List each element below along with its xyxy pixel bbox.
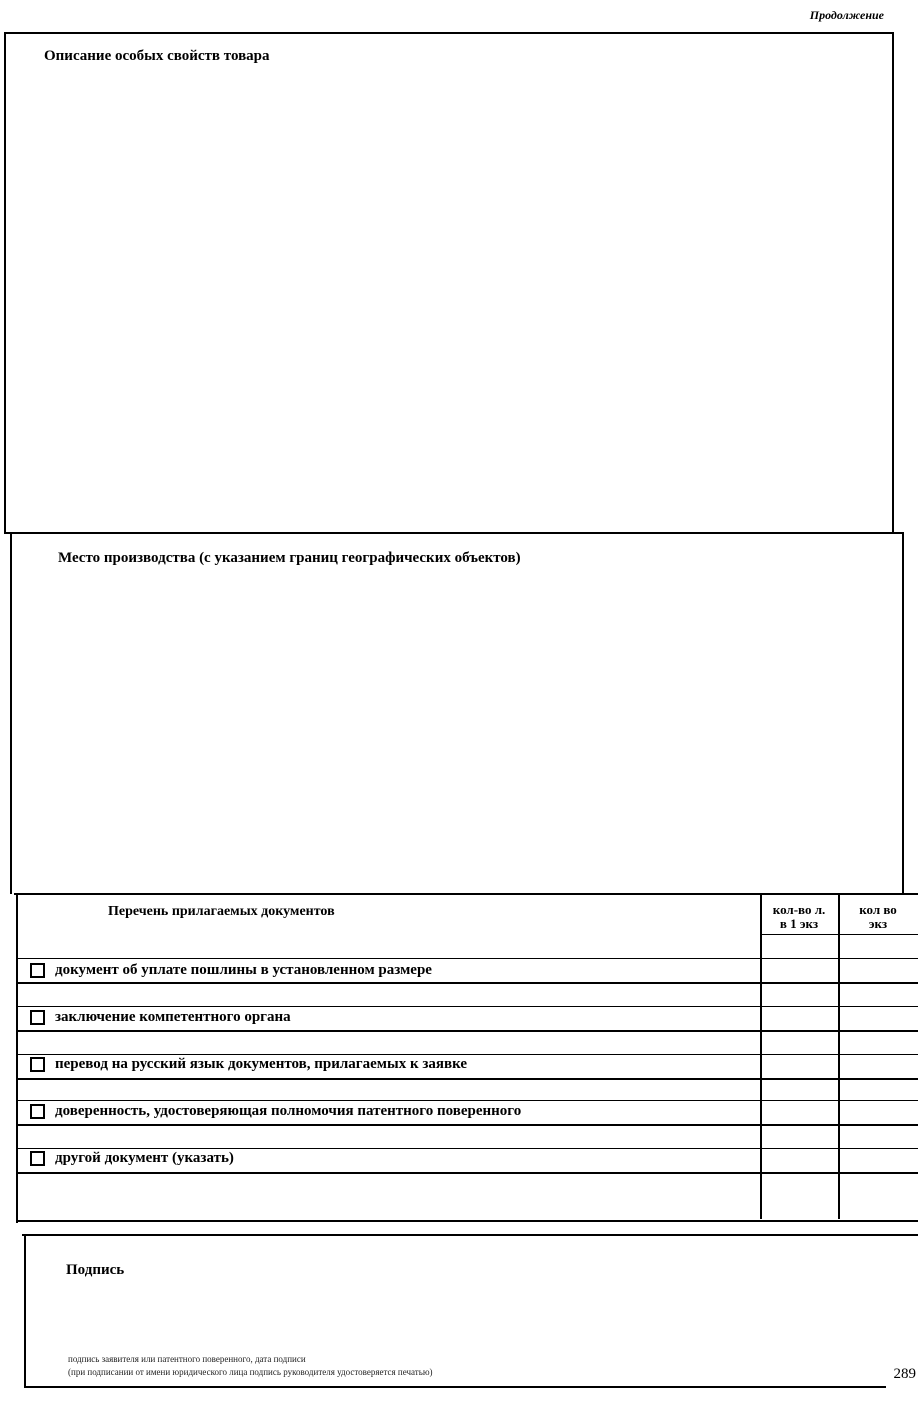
signature-title: Подпись: [66, 1262, 125, 1278]
documents-col2-divider: [838, 893, 840, 1219]
documents-title: Перечень прилагаемых документов: [108, 904, 335, 919]
col-copies-header: [840, 903, 916, 931]
page-number: 289: [893, 1366, 916, 1382]
signature-note-line2: (при подписании от имени юридического лица подпись руководителя удостоверяется печатью): [68, 1367, 433, 1377]
signature-bottom-line: [24, 1386, 886, 1388]
row-line: [16, 1078, 918, 1080]
document-item-label: заключение компетентного органа: [55, 1009, 291, 1025]
document-item-label: другой документ (указать): [55, 1150, 234, 1166]
col-sheets-header-line2: в 1 экз: [779, 916, 819, 931]
document-item-label: перевод на русский язык документов, прилагаемых к заявке: [55, 1056, 468, 1072]
row-line: [16, 982, 918, 984]
documents-table-top: [14, 893, 918, 895]
signature-top-line: [22, 1234, 918, 1236]
col-copies-header-line1: кол во: [859, 902, 897, 917]
row-line: [16, 1172, 918, 1174]
col-copies-header-line2: экз: [868, 916, 888, 931]
col-sheets-header-line1: кол-во л.: [772, 902, 826, 917]
document-item-fee-payment[interactable]: [30, 962, 432, 979]
documents-col1-divider: [760, 893, 762, 1219]
frame-right-edge-mid: [902, 532, 904, 894]
divider-special-properties: [4, 532, 904, 534]
document-item-power-of-attorney[interactable]: [30, 1103, 521, 1120]
document-item-translation[interactable]: [30, 1056, 467, 1073]
col-sheets-per-copy-header: [760, 903, 838, 931]
special-properties-title: Описание особых свойств товара: [44, 48, 270, 64]
production-place-title: Место производства (с указанием границ географических объектов): [58, 550, 521, 566]
checkbox-icon[interactable]: [30, 1151, 45, 1166]
row-line: [16, 1006, 918, 1007]
frame-left-edge-mid: [10, 532, 12, 894]
signature-note-line1: подпись заявителя или патентного поверенного, дата подписи: [68, 1354, 306, 1364]
row-line: [16, 1100, 918, 1101]
documents-header-line: [760, 934, 918, 935]
checkbox-icon[interactable]: [30, 963, 45, 978]
checkbox-icon[interactable]: [30, 1057, 45, 1072]
checkbox-icon[interactable]: [30, 1104, 45, 1119]
form-frame-upper: [4, 32, 894, 534]
document-item-other[interactable]: [30, 1150, 234, 1167]
checkbox-icon[interactable]: [30, 1010, 45, 1025]
row-line: [16, 1030, 918, 1032]
row-line: [16, 1124, 918, 1126]
continuation-label: Продолжение: [809, 8, 884, 22]
documents-table-bottom: [18, 1220, 918, 1222]
document-item-competent-authority[interactable]: [30, 1009, 291, 1026]
document-item-label: документ об уплате пошлины в установленном размере: [55, 962, 432, 978]
signature-left-edge: [24, 1234, 26, 1386]
row-line: [16, 1054, 918, 1055]
row-line: [16, 1148, 918, 1149]
document-item-label: доверенность, удостоверяющая полномочия патентного поверенного: [55, 1103, 522, 1119]
row-line: [16, 958, 918, 959]
